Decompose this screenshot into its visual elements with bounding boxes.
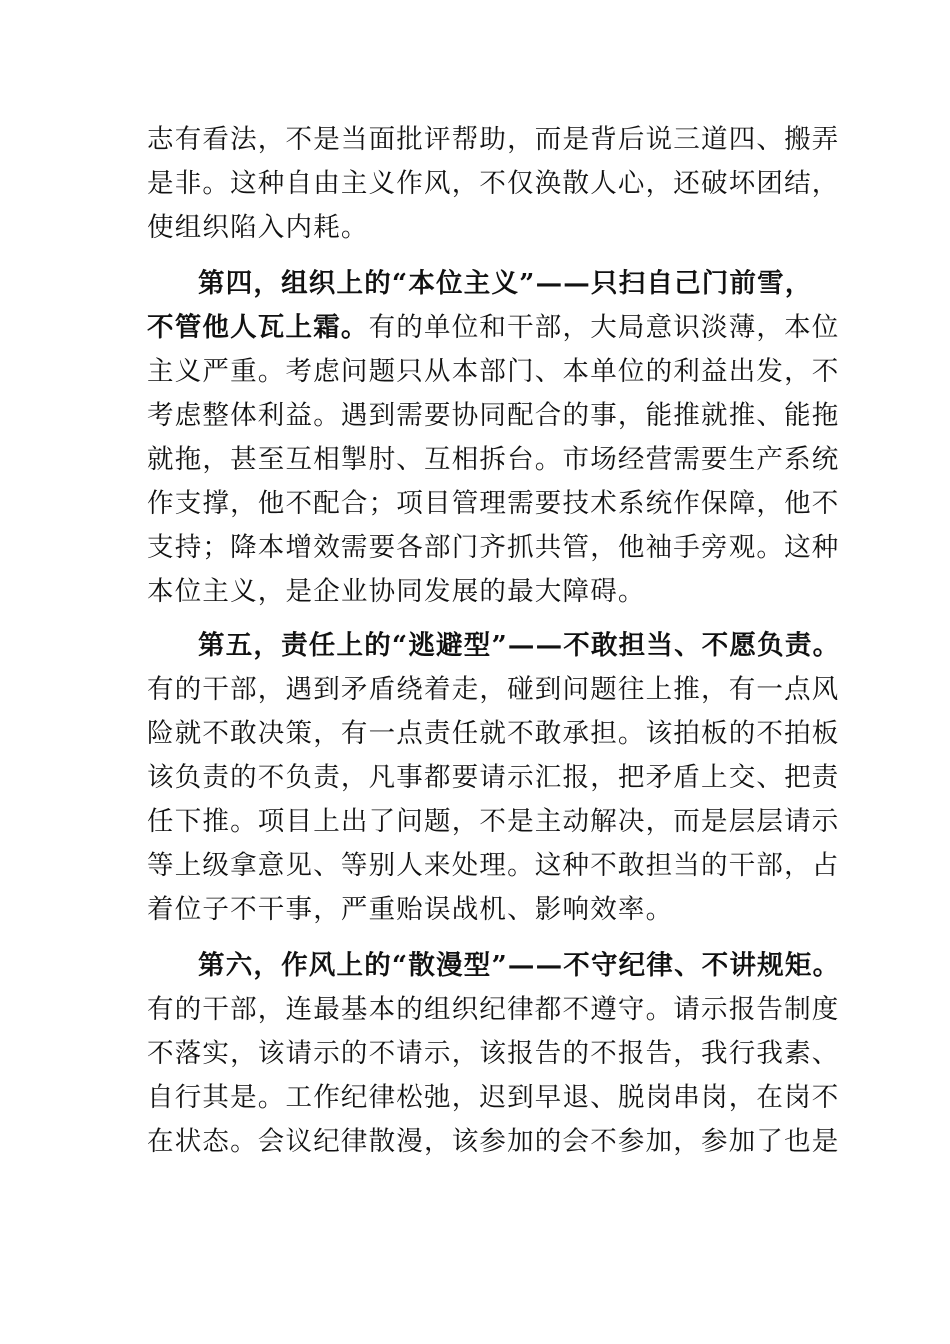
paragraph-line: 任下推。项目上出了问题，不是主动解决，而是层层请示 (147, 806, 840, 837)
paragraph-line: 支持；降本增效需要各部门齐抓共管，他袖手旁观。这种 (147, 532, 840, 563)
paragraph-line: 本位主义，是企业协同发展的最大障碍。 (147, 576, 646, 607)
paragraph-line: 有的干部，连最基本的组织纪律都不遵守。请示报告制度 (147, 994, 840, 1025)
paragraph-line: 主义严重。考虑问题只从本部门、本单位的利益出发，不 (147, 356, 840, 387)
section-heading-4-continued: 不管他人瓦上霜。 (147, 312, 369, 343)
paragraph-line: 着位子不干事，严重贻误战机、影响效率。 (147, 894, 674, 925)
paragraph-line: 就拖，甚至互相掣肘、互相拆台。市场经营需要生产系统 (147, 444, 840, 475)
paragraph-line: 是非。这种自由主义作风，不仅涣散人心，还破坏团结， (147, 168, 840, 199)
paragraph-line: 自行其是。工作纪律松弛，迟到早退、脱岗串岗，在岗不 (147, 1082, 840, 1113)
section-heading-5: 第五，责任上的“逃避型”——不敢担当、不愿负责。 (198, 630, 841, 661)
section-heading-4: 第四，组织上的“本位主义”——只扫自己门前雪， (198, 268, 813, 299)
paragraph-line: 有的干部，遇到矛盾绕着走，碰到问题往上推，有一点风 (147, 674, 840, 705)
paragraph-line: 险就不敢决策，有一点责任就不敢承担。该拍板的不拍板 (147, 718, 840, 749)
paragraph-line: 该负责的不负责，凡事都要请示汇报，把矛盾上交、把责 (147, 762, 840, 793)
paragraph-line (147, 308, 840, 348)
paragraph-line: 作支撑，他不配合；项目管理需要技术系统作保障，他不 (147, 488, 840, 519)
paragraph-line: 不落实，该请示的不请示，该报告的不报告，我行我素、 (147, 1038, 840, 1069)
paragraph-line: 使组织陷入内耗。 (147, 212, 369, 243)
section-heading-6: 第六，作风上的“散漫型”——不守纪律、不讲规矩。 (198, 950, 841, 981)
paragraph-line: 等上级拿意见、等别人来处理。这种不敢担当的干部，占 (147, 850, 840, 881)
paragraph-text: 有的单位和干部，大局意识淡薄，本位 (368, 312, 840, 343)
paragraph-line: 在状态。会议纪律散漫，该参加的会不参加，参加了也是 (147, 1126, 840, 1157)
paragraph-line: 考虑整体利益。遇到需要协同配合的事，能推就推、能拖 (147, 400, 840, 431)
paragraph-line: 志有看法，不是当面批评帮助，而是背后说三道四、搬弄 (147, 124, 840, 155)
